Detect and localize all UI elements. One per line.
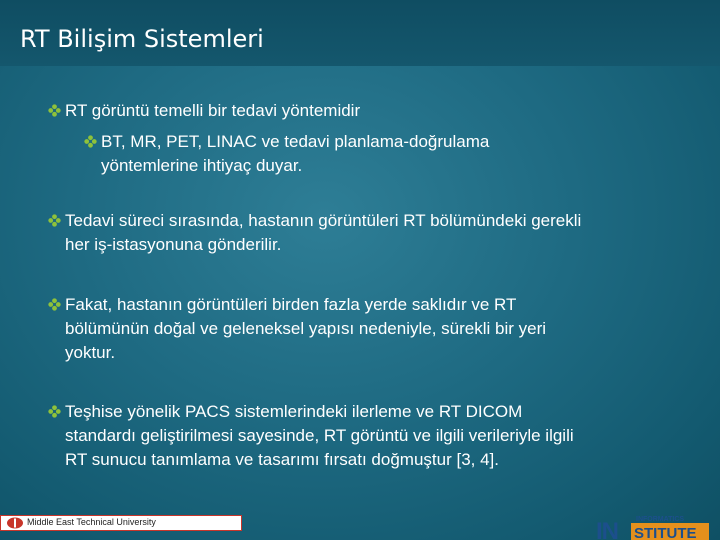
bullet-line: standardı geliştirilmesi sayesinde, RT görüntü ve ilgili verileriyle ilgili xyxy=(65,426,574,445)
bullet-line: Tedavi süreci sırasında, hastanın görüntüleri RT bölümündeki gerekli xyxy=(65,211,582,230)
institute-in-text: IN xyxy=(596,518,618,540)
informatics-institute-logo xyxy=(594,512,714,540)
bullet-line: yöntemlerine ihtiyaç duyar. xyxy=(101,156,303,175)
bullet-line: bölümünün doğal ve geleneksel yapısı nedeniyle, sürekli bir yeri xyxy=(65,319,547,338)
bullet-line: Teşhise yönelik PACS sistemlerindeki ilerleme ve RT DICOM xyxy=(65,402,523,421)
bullet-line: BT, MR, PET, LINAC ve tedavi planlama-doğrulama xyxy=(101,132,490,151)
institute-top-text: INFORMATICS xyxy=(636,516,685,523)
diamond-bullet-icon xyxy=(84,135,97,148)
bullet-line: Fakat, hastanın görüntüleri birden fazla yerde saklıdır ve RT xyxy=(65,295,517,314)
bullet-line: her iş-istasyonuna gönderilir. xyxy=(65,235,282,254)
bullet-line: RT sunucu tanımlama ve tasarımı fırsatı doğmuştur [3, 4]. xyxy=(65,450,499,469)
university-footer-bar xyxy=(0,515,242,531)
diamond-bullet-icon xyxy=(48,104,61,117)
metu-logo-icon xyxy=(5,517,25,529)
diamond-bullet-icon xyxy=(48,298,61,311)
bullet-line: RT görüntü temelli bir tedavi yöntemidir xyxy=(65,101,361,120)
institute-stitute-text: STITUTE xyxy=(634,525,697,540)
university-name: Middle East Technical University xyxy=(27,517,156,527)
slide-title: RT Bilişim Sistemleri xyxy=(20,25,264,53)
diamond-bullet-icon xyxy=(48,405,61,418)
bullet-line: yoktur. xyxy=(65,343,116,362)
diamond-bullet-icon xyxy=(48,214,61,227)
